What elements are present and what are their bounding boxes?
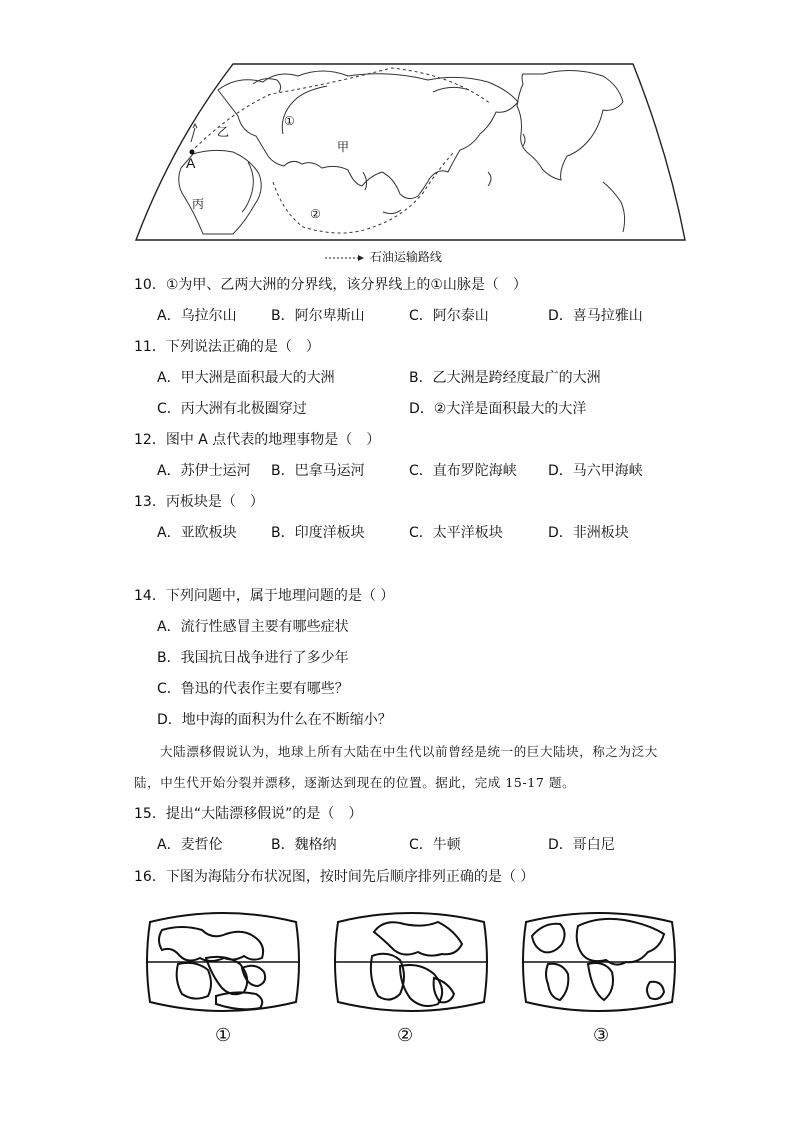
q14-option-a: A．流行性感冒主要有哪些症状	[157, 619, 349, 635]
q13-option-b: B．印度洋板块	[271, 525, 365, 541]
question-12-stem: 12．图中 A 点代表的地理事物是（ ）	[134, 432, 381, 448]
map-label-1: ①	[284, 114, 295, 128]
question-13-stem: 13．丙板块是（ ）	[134, 494, 264, 510]
q12-option-c: C．直布罗陀海峡	[409, 463, 517, 479]
q15-option-a: A．麦哲伦	[157, 837, 223, 853]
q15-option-d: D．哥白尼	[548, 837, 615, 853]
q15-option-c: C．牛顿	[409, 837, 461, 853]
passage-text: 大陆漂移假说认为，地球上所有大陆在中生代以前曾经是统一的巨大陆块，称之为泛大陆，中生代开始分裂并漂移，逐渐达到现在的位置。据此，完成 15-17 题。	[134, 744, 658, 790]
q14-option-d: D．地中海的面积为什么在不断缩小？	[157, 712, 392, 728]
q13-option-c: C．太平洋板块	[409, 525, 503, 541]
question-10-stem: 10．①为甲、乙两大洲的分界线，该分界线上的①山脉是（ ）	[134, 277, 527, 293]
q10-option-a: A．乌拉尔山	[157, 308, 237, 324]
question-16-stem: 16．下图为海陆分布状况图，按时间先后顺序排列正确的是（ ）	[134, 869, 535, 885]
q13-option-a: A．亚欧板块	[157, 525, 237, 541]
dashed-arrow-icon	[324, 253, 366, 263]
drift-map-2	[334, 908, 488, 1020]
q12-option-a: A．苏伊士运河	[157, 463, 251, 479]
q11-option-c: C．丙大洲有北极圈穿过	[157, 401, 307, 417]
q10-option-c: C．阿尔泰山	[409, 308, 489, 324]
q14-option-c: C．鲁迅的代表作主要有哪些？	[157, 681, 349, 697]
question-11-stem: 11．下列说法正确的是（ ）	[134, 339, 320, 355]
q15-option-b: B．魏格纳	[271, 837, 337, 853]
q11-option-b: B．乙大洲是跨经度最广的大洲	[409, 370, 601, 386]
map-label-jia: 甲	[337, 140, 350, 154]
drift-map-label-1: ①	[215, 1025, 232, 1046]
q13-option-d: D．非洲板块	[548, 525, 629, 541]
map-label-yi: 乙	[217, 125, 230, 139]
q12-option-d: D．马六甲海峡	[548, 463, 643, 479]
q11-option-d: D．②大洋是面积最大的大洋	[409, 401, 587, 417]
q10-option-b: B．阿尔卑斯山	[271, 308, 365, 324]
drift-map-1	[146, 908, 300, 1020]
world-map	[133, 62, 688, 244]
world-map-svg	[133, 62, 688, 244]
drift-map-3-svg	[522, 908, 676, 1016]
map-legend	[324, 248, 442, 265]
drift-map-2-svg	[334, 908, 488, 1016]
map-label-2: ②	[310, 207, 321, 221]
drift-map-1-svg	[146, 908, 300, 1016]
map-label-bing: 丙	[192, 197, 205, 211]
q11-option-a: A．甲大洲是面积最大的大洲	[157, 370, 335, 386]
q14-option-b: B．我国抗日战争进行了多少年	[157, 650, 349, 666]
drift-map-3	[522, 908, 676, 1020]
q10-option-d: D．喜马拉雅山	[548, 308, 643, 324]
q12-option-b: B．巴拿马运河	[271, 463, 365, 479]
drift-map-label-2: ②	[397, 1025, 414, 1046]
question-14-stem: 14．下列问题中，属于地理问题的是（ ）	[134, 588, 395, 604]
question-15-stem: 15．提出“大陆漂移假说”的是（ ）	[134, 806, 363, 822]
drift-map-label-3: ③	[593, 1025, 610, 1046]
map-label-A: A	[186, 155, 196, 171]
map-legend-text: 石油运输路线	[369, 250, 442, 264]
